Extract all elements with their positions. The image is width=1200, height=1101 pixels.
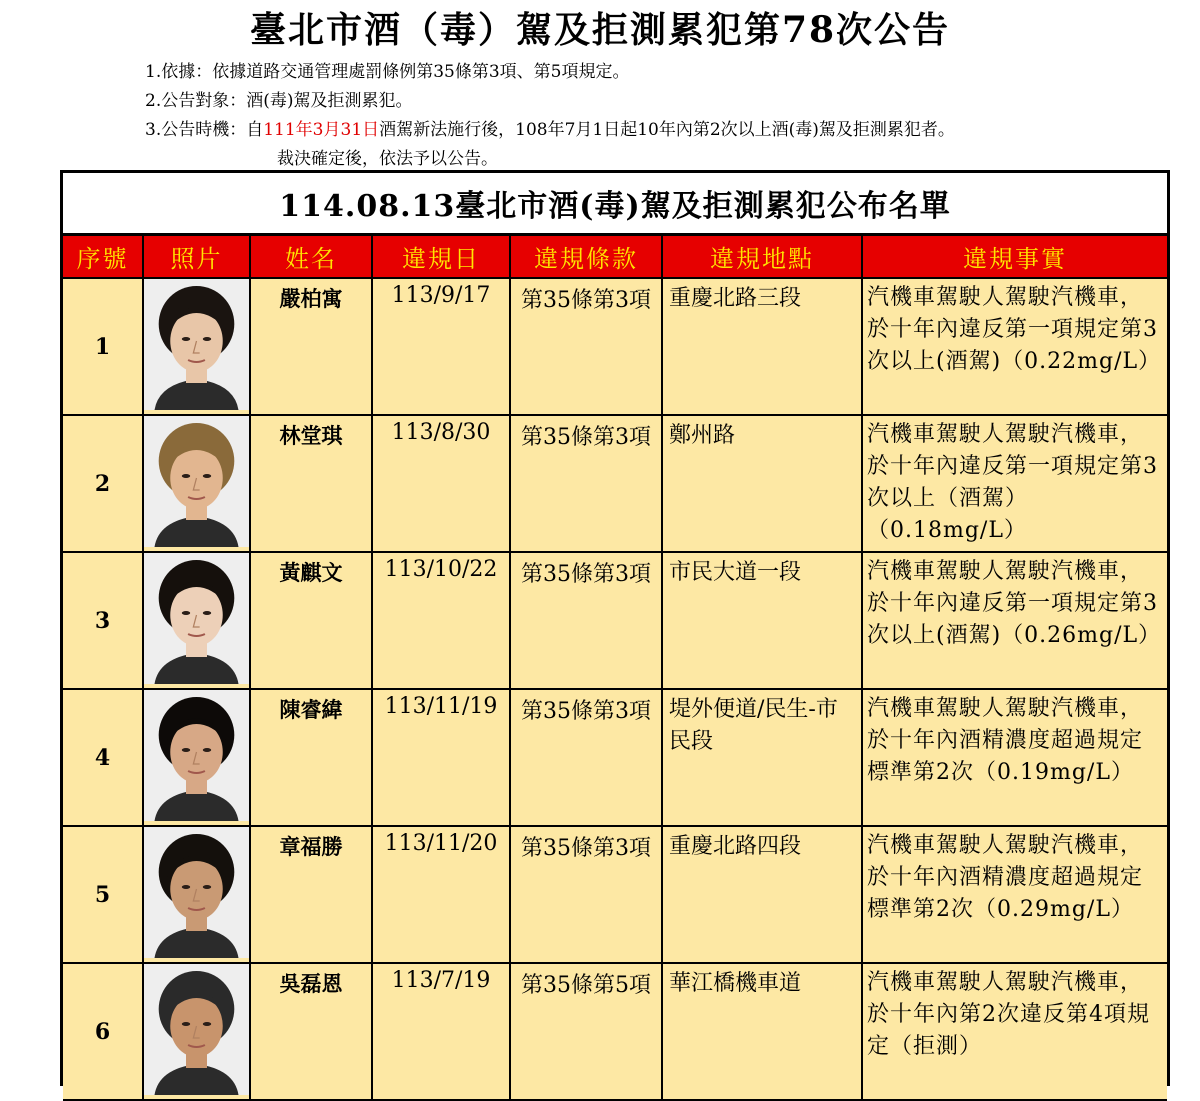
portrait-photo-icon	[144, 416, 249, 547]
note-timing-continued: 裁決確定後，依法予以公告。	[277, 149, 498, 169]
row-fact: 汽機車駕駛人駕駛汽機車，於十年內違反第一項規定第3次以上(酒駕)（0.22mg/L）	[862, 278, 1167, 415]
offender-table	[63, 236, 1167, 1101]
row-place: 鄭州路	[662, 415, 862, 552]
row-photo	[143, 963, 250, 1100]
table-row	[63, 552, 1167, 689]
row-place: 華江橋機車道	[662, 963, 862, 1100]
note-timing-date: 111年3月31日	[263, 120, 380, 140]
row-law: 第35條第5項	[510, 963, 662, 1100]
row-fact: 汽機車駕駛人駕駛汽機車，於十年內第2次違反第4項規定（拒測）	[862, 963, 1167, 1100]
portrait-photo-icon	[144, 827, 249, 958]
row-law: 第35條第3項	[510, 552, 662, 689]
row-name: 林堂琪	[250, 415, 372, 552]
row-place: 重慶北路三段	[662, 278, 862, 415]
note-basis: 1.依據：依據道路交通管理處罰條例第35條第3項、第5項規定。	[145, 62, 630, 82]
header-seq: 序號	[63, 236, 143, 278]
row-fact: 汽機車駕駛人駕駛汽機車，於十年內違反第一項規定第3次以上（酒駕）（0.18mg/L）	[862, 415, 1167, 552]
header-law: 違規條款	[510, 236, 662, 278]
header-photo: 照片	[143, 236, 250, 278]
row-law: 第35條第3項	[510, 278, 662, 415]
announcement-title: 臺北市酒（毒）駕及拒測累犯第78次公告	[249, 9, 951, 51]
table-row	[63, 415, 1167, 552]
row-name: 黃麒文	[250, 552, 372, 689]
row-place: 重慶北路四段	[662, 826, 862, 963]
row-fact: 汽機車駕駛人駕駛汽機車，於十年內酒精濃度超過規定標準第2次（0.19mg/L）	[862, 689, 1167, 826]
portrait-photo-icon	[144, 279, 249, 410]
row-date: 113/8/30	[372, 415, 510, 552]
header-date: 違規日	[372, 236, 510, 278]
row-fact: 汽機車駕駛人駕駛汽機車，於十年內酒精濃度超過規定標準第2次（0.29mg/L）	[862, 826, 1167, 963]
row-law: 第35條第3項	[510, 826, 662, 963]
table-row	[63, 826, 1167, 963]
row-name: 吳磊恩	[250, 963, 372, 1100]
note-timing	[145, 116, 955, 145]
note-timing-prefix: 3.公告時機：自	[145, 120, 264, 140]
row-date: 113/11/19	[372, 689, 510, 826]
offender-list	[60, 170, 1170, 1086]
row-seq: 6	[63, 963, 143, 1100]
header-name: 姓名	[250, 236, 372, 278]
row-photo	[143, 689, 250, 826]
row-seq: 3	[63, 552, 143, 689]
row-photo	[143, 415, 250, 552]
row-date: 113/11/20	[372, 826, 510, 963]
row-name: 章福勝	[250, 826, 372, 963]
row-fact: 汽機車駕駛人駕駛汽機車，於十年內違反第一項規定第3次以上(酒駕)（0.26mg/L）	[862, 552, 1167, 689]
portrait-photo-icon	[144, 553, 249, 684]
header-fact: 違規事實	[862, 236, 1167, 278]
list-title: 114.08.13臺北市酒(毒)駕及拒測累犯公布名單	[63, 173, 1167, 236]
table-header-row	[63, 236, 1167, 278]
row-law: 第35條第3項	[510, 415, 662, 552]
row-name: 陳睿緯	[250, 689, 372, 826]
row-seq: 1	[63, 278, 143, 415]
table-row	[63, 689, 1167, 826]
row-seq: 5	[63, 826, 143, 963]
row-law: 第35條第3項	[510, 689, 662, 826]
row-photo	[143, 552, 250, 689]
row-seq: 2	[63, 415, 143, 552]
portrait-photo-icon	[144, 690, 249, 821]
row-date: 113/7/19	[372, 963, 510, 1100]
row-name: 嚴柏寓	[250, 278, 372, 415]
row-place: 市民大道一段	[662, 552, 862, 689]
header-place: 違規地點	[662, 236, 862, 278]
row-date: 113/9/17	[372, 278, 510, 415]
table-row	[63, 278, 1167, 415]
portrait-photo-icon	[144, 964, 249, 1095]
row-photo	[143, 278, 250, 415]
row-place: 堤外便道/民生-市民段	[662, 689, 862, 826]
row-photo	[143, 826, 250, 963]
row-date: 113/10/22	[372, 552, 510, 689]
announcement-notes	[145, 58, 955, 174]
note-target: 2.公告對象：酒(毒)駕及拒測累犯。	[145, 91, 413, 111]
note-timing-suffix: 酒駕新法施行後，108年7月1日起10年內第2次以上酒(毒)駕及拒測累犯者。	[379, 120, 955, 140]
table-row	[63, 963, 1167, 1100]
row-seq: 4	[63, 689, 143, 826]
